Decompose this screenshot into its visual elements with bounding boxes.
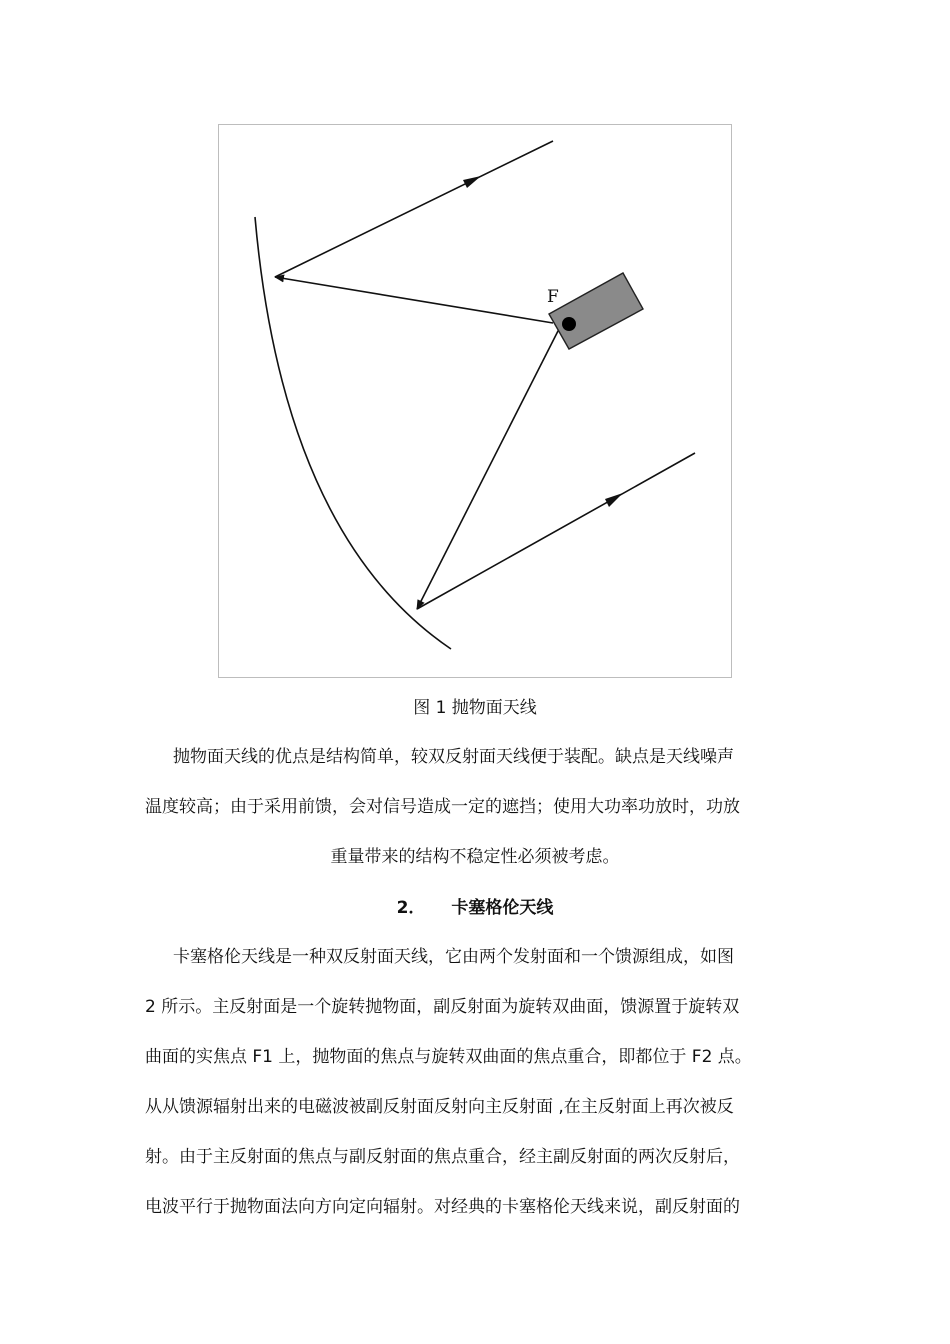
- focus-label: F: [547, 287, 559, 307]
- parabolic-antenna-diagram: [219, 125, 731, 677]
- arrow-lower-outgoing: [605, 493, 623, 507]
- section-heading: [0, 896, 950, 920]
- paragraph-line: 抛物面天线的优点是结构简单，较双反射面天线便于装配。缺点是天线噪声: [173, 747, 734, 767]
- ray-upper-outgoing: [275, 141, 553, 277]
- ray-feed-to-upper-reflector: [275, 277, 553, 323]
- paragraph-line: 电波平行于抛物面法向方向定向辐射。对经典的卡塞格伦天线来说，副反射面的: [145, 1197, 740, 1217]
- paragraph-line: 曲面的实焦点 F1 上，抛物面的焦点与旋转双曲面的焦点重合，即都位于 F2 点。: [145, 1047, 752, 1067]
- figure-caption: 图 1 抛物面天线: [413, 698, 537, 718]
- arrow-upper-outgoing: [463, 176, 481, 188]
- paragraph-line: 2 所示。主反射面是一个旋转抛物面，副反射面为旋转双曲面，馈源置于旋转双: [145, 997, 740, 1017]
- focus-point: [562, 317, 576, 331]
- section-title: 卡塞格伦天线: [451, 898, 554, 918]
- ray-lower-outgoing: [417, 453, 695, 609]
- paragraph-line: 温度较高；由于采用前馈，会对信号造成一定的遮挡；使用大功率功放时，功放: [145, 797, 740, 817]
- parabolic-reflector: [255, 217, 451, 649]
- paragraph-line: 从从馈源辐射出来的电磁波被副反射面反射向主反射面 ,在主反射面上再次被反: [145, 1097, 734, 1117]
- paragraph-line: 重量带来的结构不稳定性必须被考虑。: [330, 847, 620, 867]
- ray-feed-to-lower-reflector: [417, 329, 559, 609]
- antenna-figure: [218, 124, 732, 678]
- paragraph-line: 卡塞格伦天线是一种双反射面天线，它由两个发射面和一个馈源组成，如图: [173, 947, 734, 967]
- feed-horn: [549, 273, 643, 349]
- section-number: 2．: [396, 898, 426, 918]
- paragraph-line: 射。由于主反射面的焦点与副反射面的焦点重合，经主副反射面的两次反射后，: [145, 1147, 740, 1167]
